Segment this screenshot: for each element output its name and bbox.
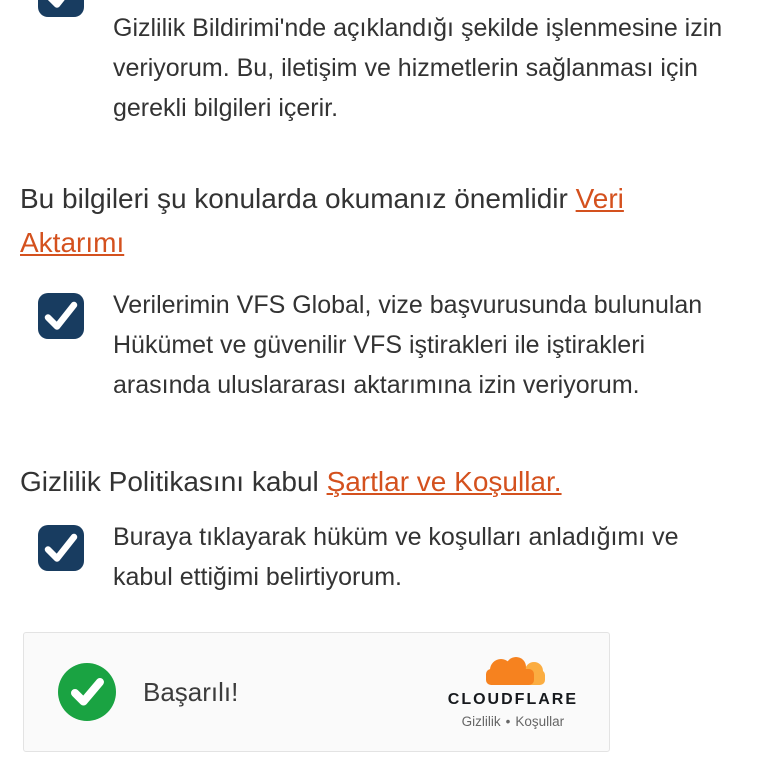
cloudflare-brand-block [448, 655, 578, 729]
cloudflare-cloud-icon [476, 655, 550, 689]
checkmark-icon [38, 525, 84, 571]
cloudflare-turnstile-widget[interactable] [23, 632, 610, 752]
data-transfer-statement [20, 177, 700, 265]
veri-aktarimi-link[interactable]: Veri Aktarımı [20, 183, 624, 258]
turnstile-status-text: Başarılı! [143, 676, 239, 707]
privacy-processing-checkbox[interactable] [38, 0, 84, 17]
turnstile-terms-link[interactable]: Koşullar [515, 714, 565, 729]
links-separator: • [505, 714, 511, 729]
privacy-policy-statement-text: Gizlilik Politikasını kabul [20, 466, 319, 497]
privacy-policy-statement [20, 460, 700, 504]
data-transfer-statement-text: Bu bilgileri şu konularda okumanız önemlidir [20, 183, 568, 214]
checkmark-icon [38, 293, 84, 339]
consent-row-privacy-processing [20, 0, 740, 128]
turnstile-privacy-link[interactable]: Gizlilik [461, 714, 501, 729]
international-transfer-checkbox[interactable] [38, 293, 84, 339]
consent-row-international-transfer [20, 293, 740, 405]
sartlar-ve-kosullar-link[interactable]: Şartlar ve Koşullar. [326, 466, 562, 497]
consent-row-terms-acceptance [20, 525, 740, 597]
success-check-icon [58, 663, 116, 721]
cloudflare-wordmark: CLOUDFLARE [447, 691, 578, 708]
international-transfer-label: Verilerimin VFS Global, vize başvurusunda bulunulan Hükümet ve güvenilir VFS iştirakleri ile iştirakleri arasında uluslararası aktarımına izin veriyorum. [113, 291, 703, 399]
privacy-processing-label: Gizlilik Bildirimi'nde açıklandığı şekilde işlenmesine izin veriyorum. Bu, iletişim ve hizmetlerin sağlanması için gerekli bilgileri içerir. [113, 14, 723, 122]
terms-acceptance-checkbox[interactable] [38, 525, 84, 571]
terms-acceptance-label: Buraya tıklayarak hüküm ve koşulları anladığımı ve kabul ettiğimi belirtiyorum. [113, 523, 679, 591]
turnstile-footer-links [462, 714, 565, 729]
checkmark-icon [38, 0, 84, 17]
